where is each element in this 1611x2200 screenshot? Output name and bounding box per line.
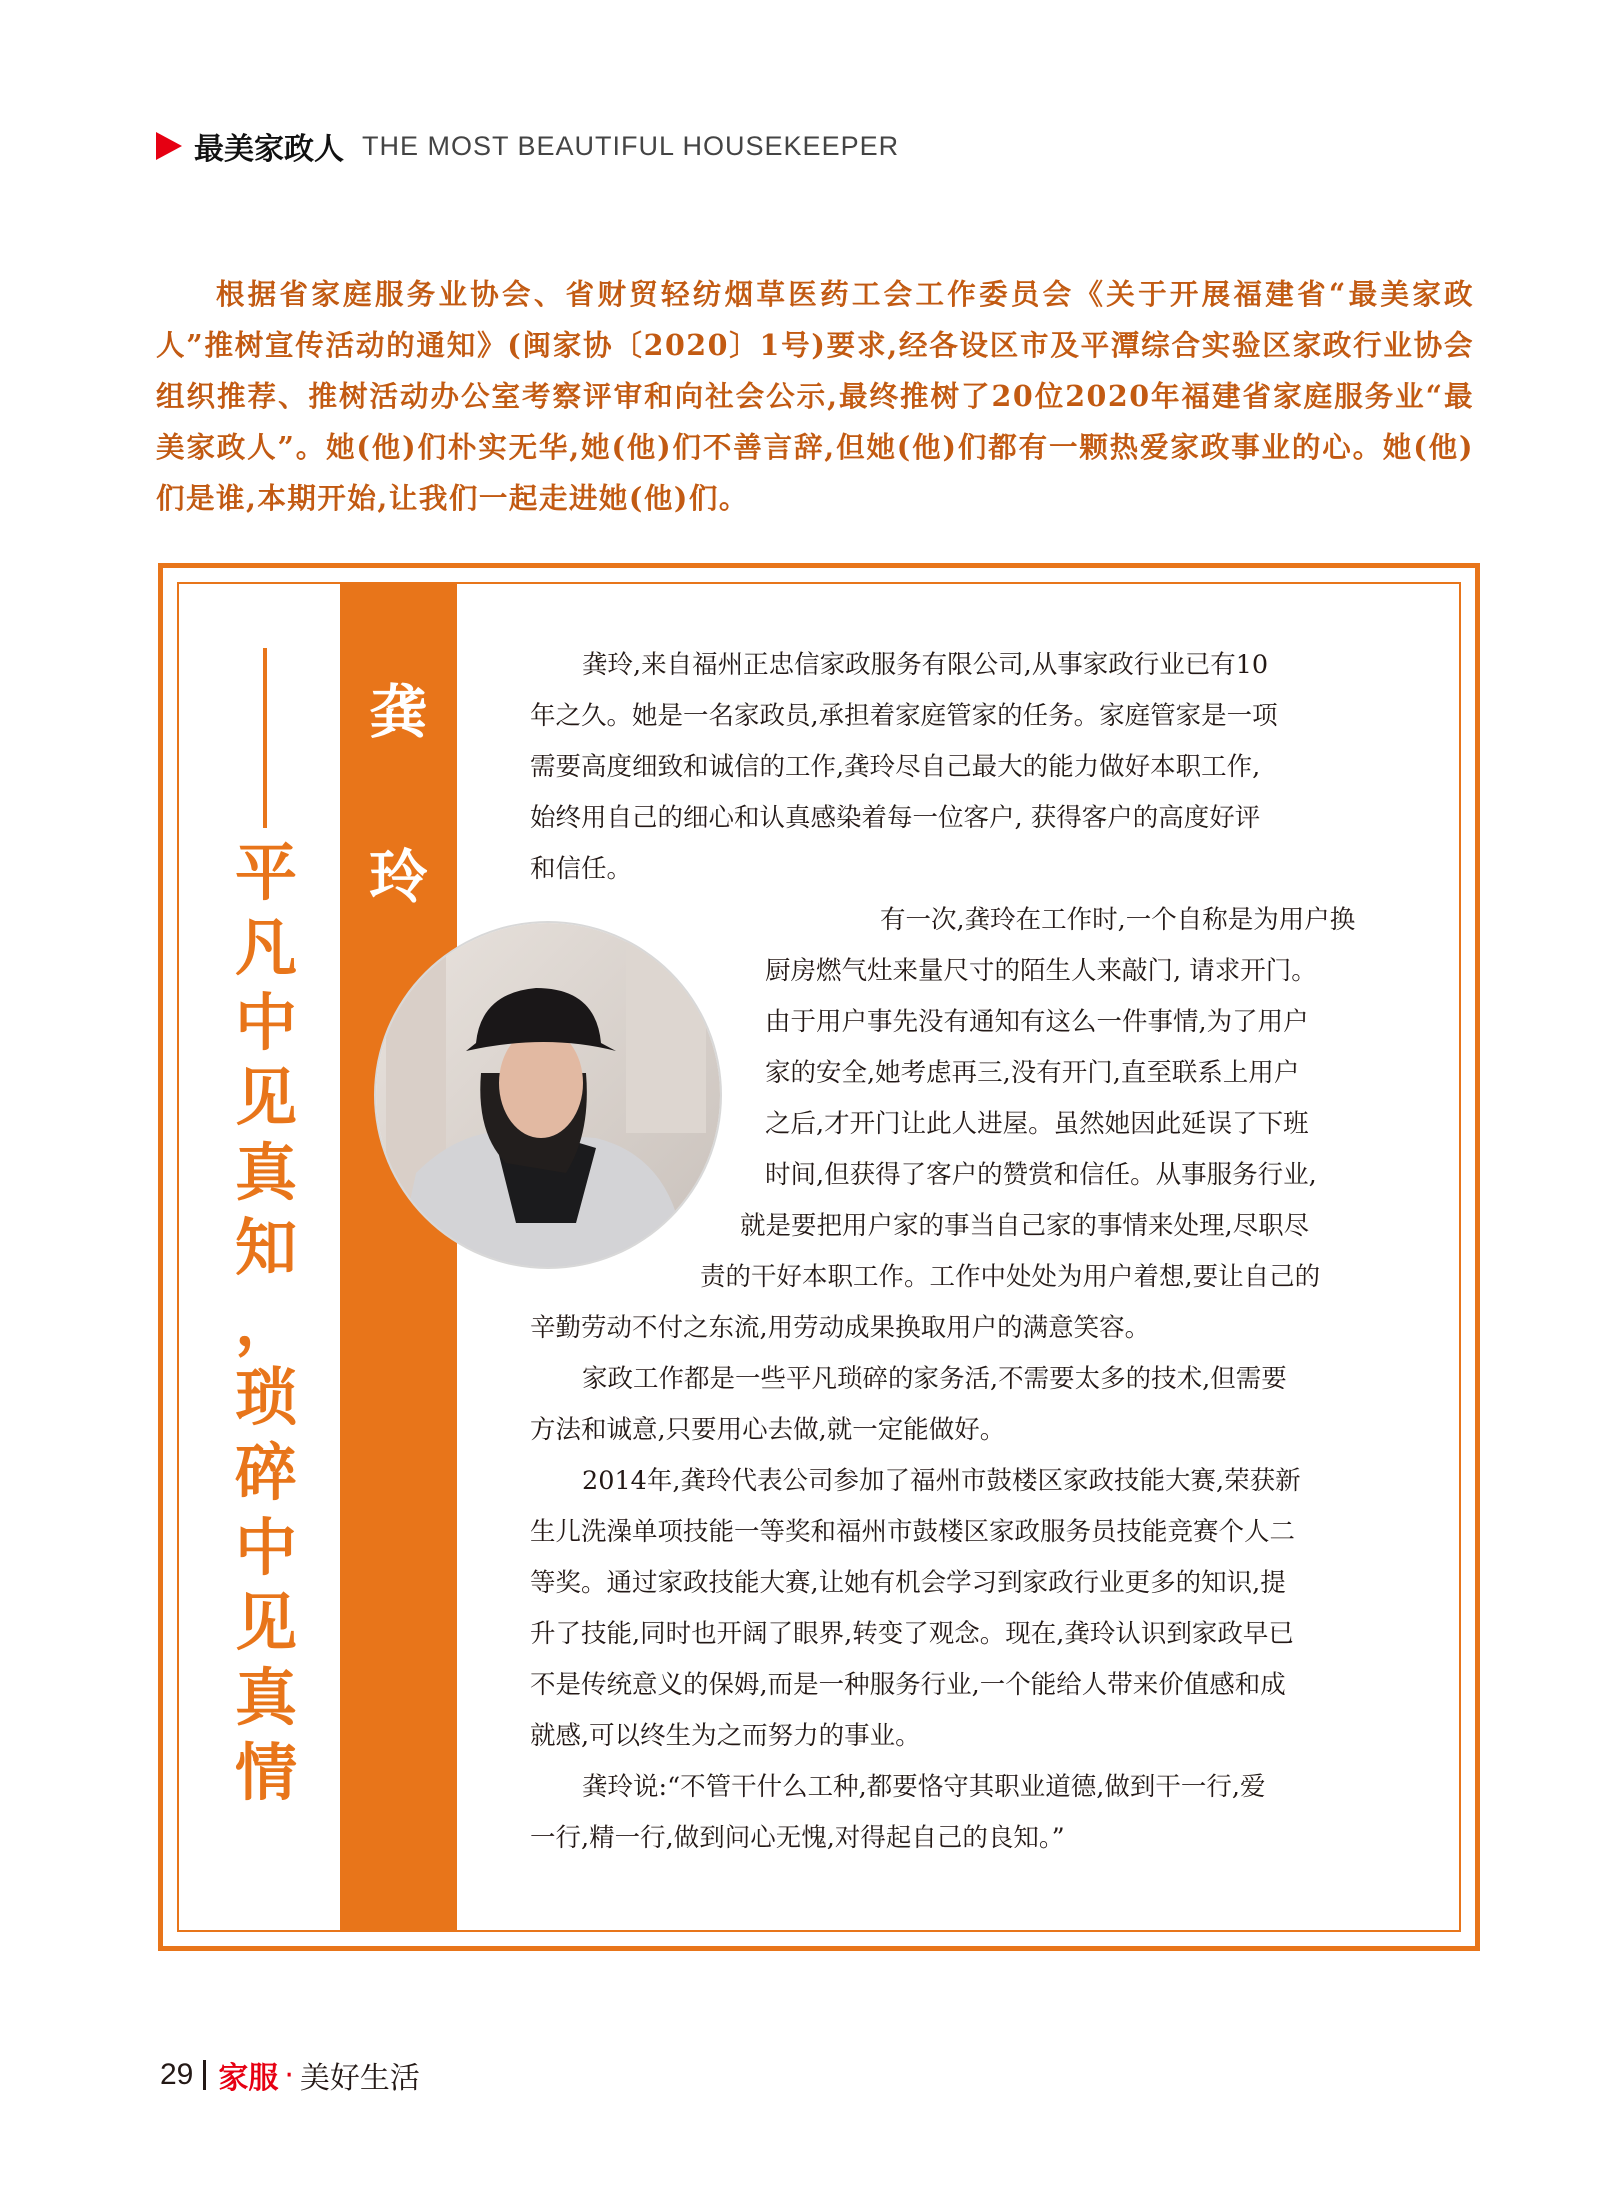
article-line: 生儿洗澡单项技能一等奖和福州市鼓楼区家政服务员技能竞赛个人二 [530,1517,1296,1547]
title-char: 真 [234,1136,297,1209]
article-line: 辛勤劳动不付之东流,用劳动成果换取用户的满意笑容。 [530,1313,1151,1343]
title-char: 知 [234,1211,297,1284]
title-char: 真 [234,1661,297,1734]
page-number: 29 [160,2058,194,2091]
article-line: 等奖。通过家政技能大赛,让她有机会学习到家政行业更多的知识,提 [530,1568,1286,1598]
article-line: 责的干好本职工作。工作中处处为用户着想,要让自己的 [700,1262,1321,1292]
title-char: 碎 [234,1436,297,1509]
article-line: 时间,但获得了客户的赞赏和信任。从事服务行业, [765,1160,1317,1190]
article-line: 一行,精一行,做到问心无愧,对得起自己的良知。” [530,1823,1065,1853]
article-line: 和信任。 [530,854,633,884]
section-title-cn: 最美家政人 [194,132,344,167]
name-bar [340,583,457,1931]
title-char: 中 [234,1511,297,1584]
section-title-en: THE MOST BEAUTIFUL HOUSEKEEPER [362,130,900,161]
article-p4 [530,1456,1415,1762]
name-char-1: 龚 [369,678,428,746]
title-char: 见 [234,1586,297,1659]
section-header [156,124,899,168]
article-p2 [530,895,1415,1354]
title-dash [263,648,267,828]
article-line: 不是传统意义的保姆,而是一种服务行业,一个能给人带来价值感和成 [530,1670,1286,1700]
red-triangle-icon [156,132,182,160]
article-line: 方法和诚意,只要用心去做,就一定能做好。 [530,1415,1006,1445]
title-char: 平 [234,836,297,909]
name-char-2: 玲 [369,843,428,911]
article-line: 年之久。她是一名家政员,承担着家庭管家的任务。家庭管家是一项 [530,701,1278,731]
title-char: 情 [234,1736,297,1809]
footer-brand: 家服 [218,2061,279,2096]
article-line: 就感,可以终生为之而努力的事业。 [530,1721,921,1751]
article-line: 家的安全,她考虑再三,没有开门,直至联系上用户 [765,1058,1300,1088]
article-p3 [530,1354,1415,1456]
footer-divider [203,2060,206,2090]
footer-subtitle: 美好生活 [299,2061,420,2096]
article-line: 厨房燃气灶来量尺寸的陌生人来敲门, 请求开门。 [765,956,1317,986]
intro-paragraph: 根据省家庭服务业协会、省财贸轻纺烟草医药工会工作委员会《关于开展福建省“最美家政人”推树宣传活动的通知》(闽家协〔2020〕1号)要求,经各设区市及平潭综合实验区家政行业协会组织推荐、推树活动办公室考察评审和向社会公示,最终推树了20位2020年福建省家庭服务业“最美家政人”。她(他)们朴实无华,她(他)们不善言辞,但她(他)们都有一颗热爱家政事业的心。她(他)们是谁,本期开始,让我们一起走进她(他)们。 [156,276,1474,515]
article-line: 龚玲,来自福州正忠信家政服务有限公司,从事家政行业已有10 [582,650,1269,680]
article-line: 有一次,龚玲在工作时,一个自称是为用户换 [880,905,1356,935]
title-char: 凡 [234,911,297,984]
page-footer [160,2053,420,2097]
article-line: 2014年,龚玲代表公司参加了福州市鼓楼区家政技能大赛,荣获新 [582,1466,1301,1496]
article-p1 [530,640,1415,895]
title-char: 琐 [234,1361,297,1434]
title-char: 中 [234,986,297,1059]
footer-separator: · [284,2057,294,2093]
title-char: 见 [234,1061,297,1134]
title-char: ， [234,1286,297,1359]
article-line: 需要高度细致和诚信的工作,龚玲尽自己最大的能力做好本职工作, [530,752,1261,782]
article-line: 之后,才开门让此人进屋。虽然她因此延误了下班 [765,1109,1309,1139]
article-line: 就是要把用户家的事当自己家的事情来处理,尽职尽 [740,1211,1310,1241]
article-line: 升了技能,同时也开阔了眼界,转变了观念。现在,龚玲认识到家政早已 [530,1619,1294,1649]
article-line: 龚玲说:“不管干什么工种,都要恪守其职业道德,做到干一行,爱 [582,1772,1266,1802]
article-line: 始终用自己的细心和认真感染着每一位客户, 获得客户的高度好评 [530,803,1261,833]
article-p5 [530,1762,1415,1864]
profile-title-vertical [230,835,302,1810]
article-line: 由于用户事先没有通知有这么一件事情,为了用户 [765,1007,1309,1037]
article-line: 家政工作都是一些平凡琐碎的家务活,不需要太多的技术,但需要 [582,1364,1287,1394]
